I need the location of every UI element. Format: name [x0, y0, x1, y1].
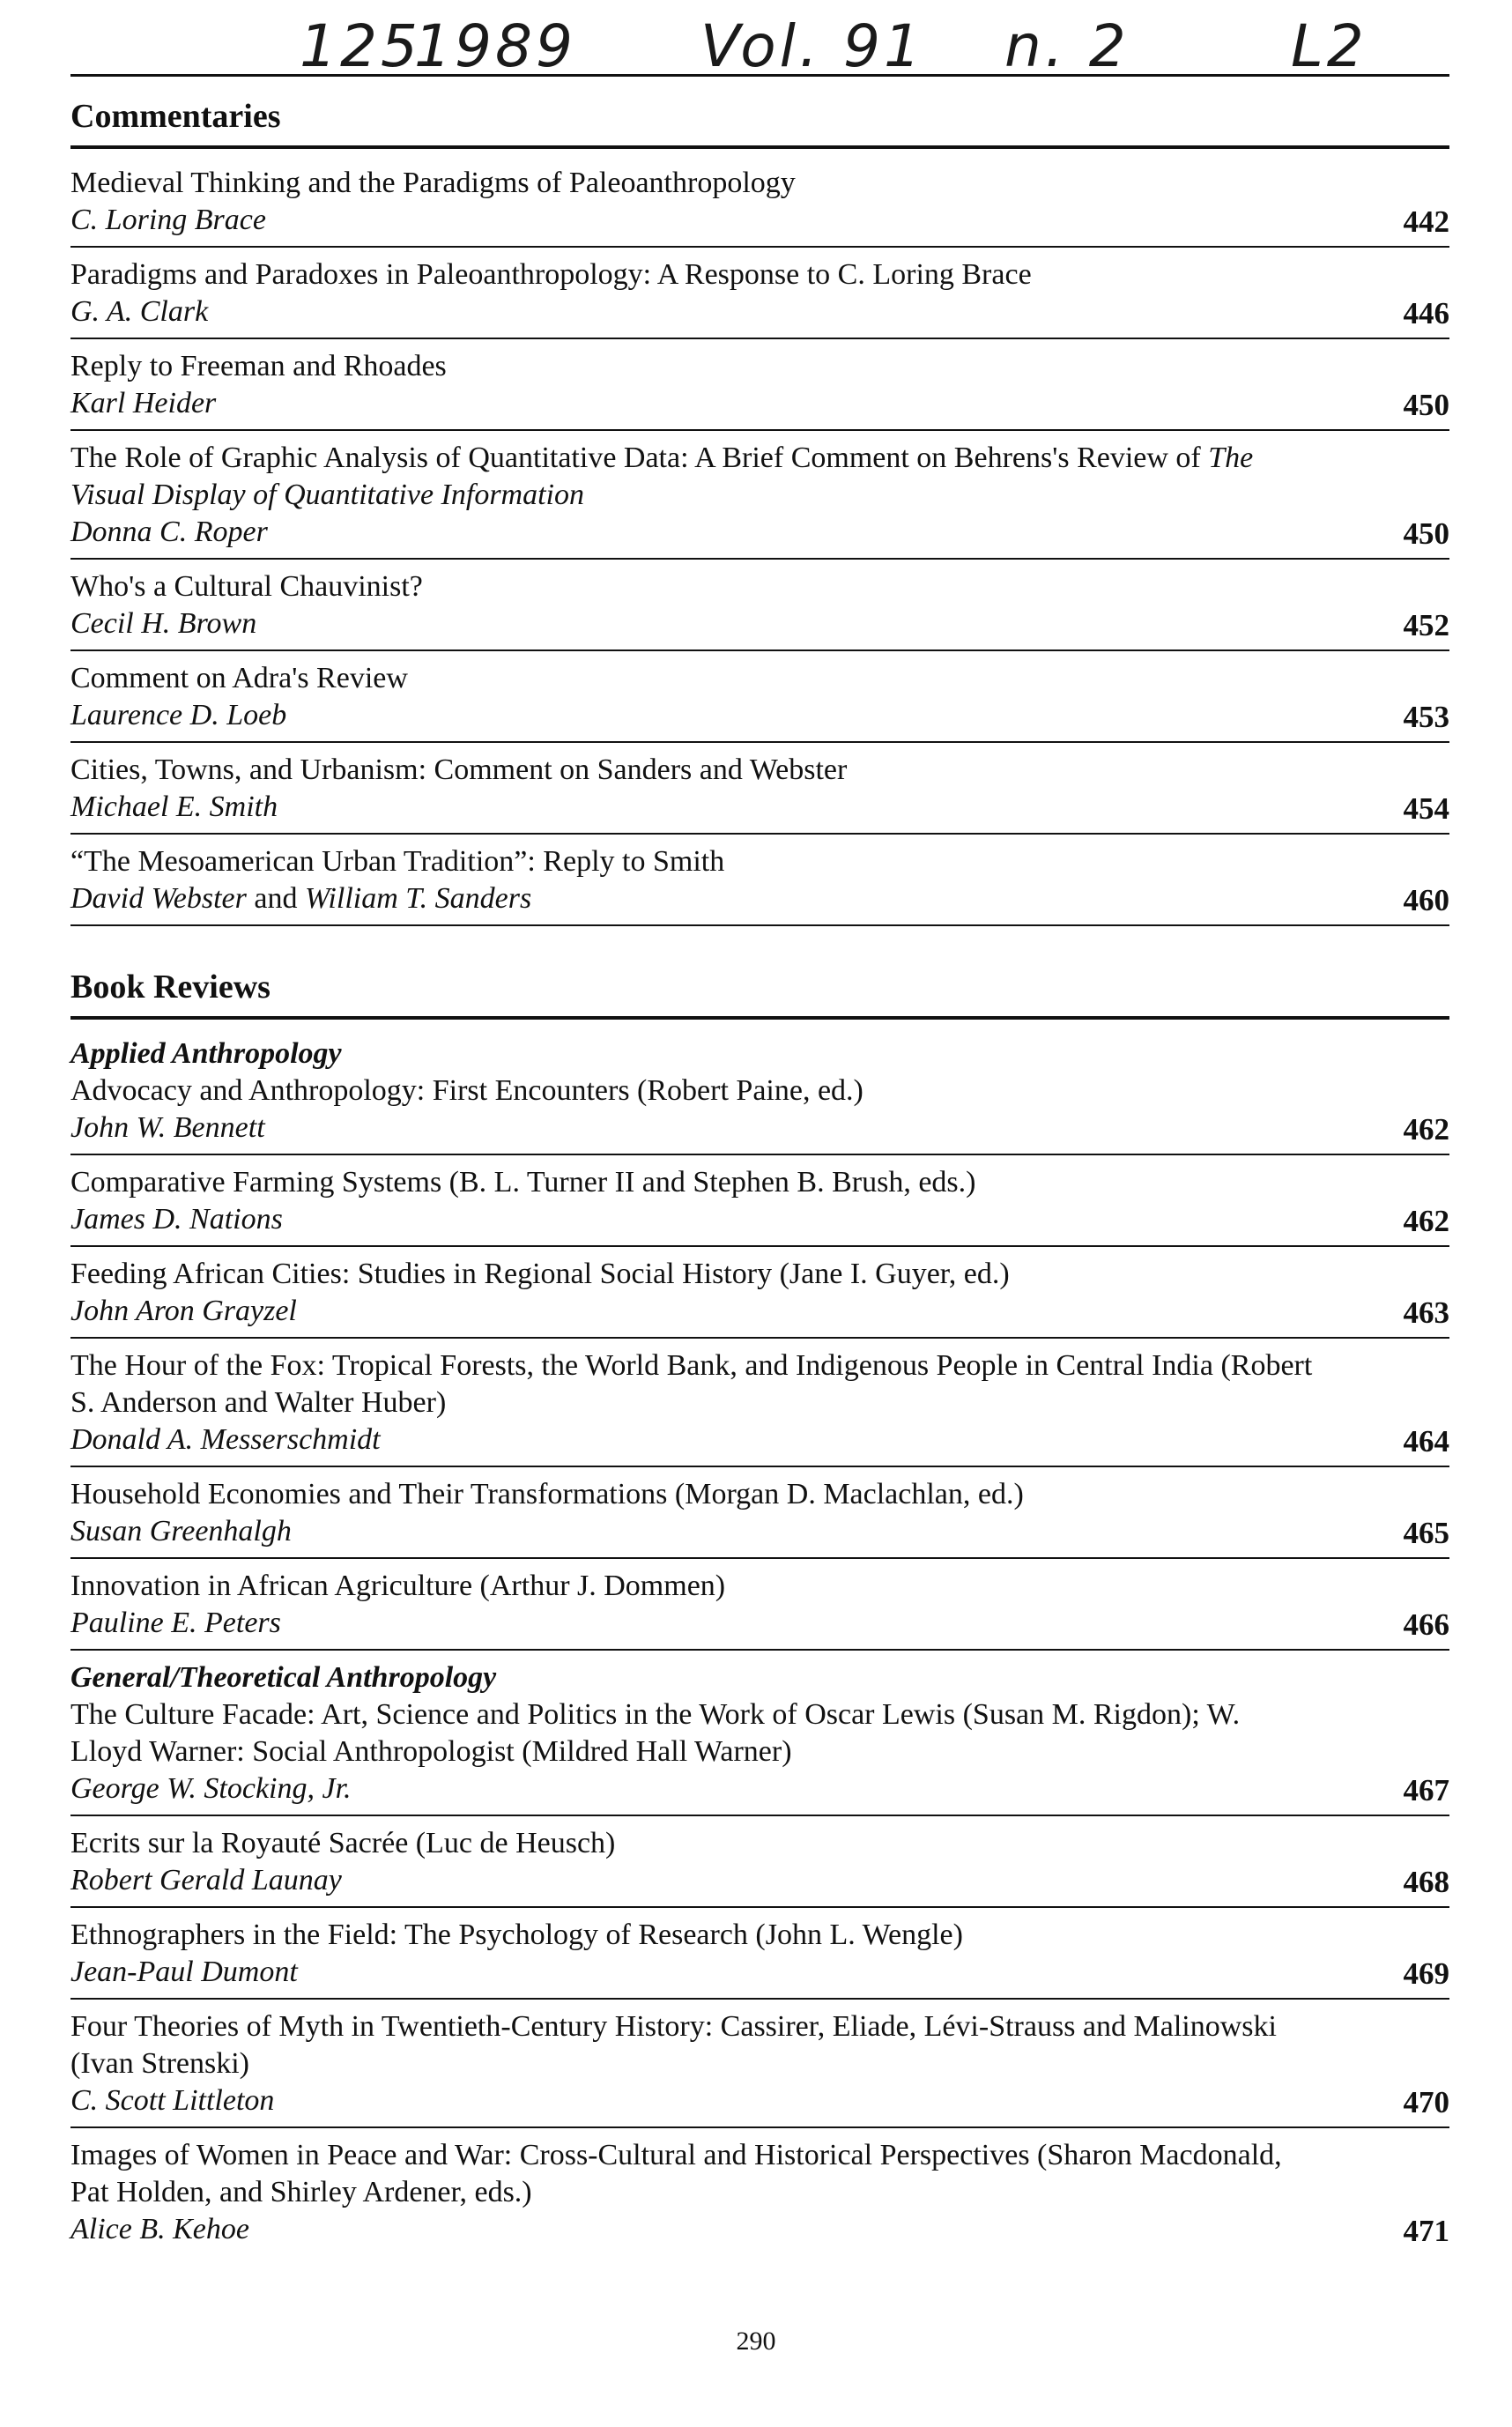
- section-title-commentaries: Commentaries: [70, 98, 281, 135]
- toc-entry: [70, 2000, 1449, 2128]
- entry-title: Reply to Freeman and Rhoades: [70, 350, 447, 382]
- entry-author: Pauline E. Peters: [70, 1607, 281, 1639]
- entry-author-a: David Webster: [70, 882, 247, 915]
- entry-title: Four Theories of Myth in Twentieth-Century History: Cassirer, Eliade, Lévi-Strauss and Malinowski (Ivan Strenski): [70, 2010, 1277, 2080]
- entry-subhead: Applied Anthropology: [70, 1037, 342, 1070]
- toc-entry: [70, 431, 1449, 560]
- toc-entry: [70, 145, 1449, 248]
- entry-title: Comment on Adra's Review: [70, 662, 408, 694]
- entry-title: Household Economies and Their Transformations (Morgan D. Maclachlan, ed.): [70, 1478, 1024, 1510]
- toc-entry: [70, 1339, 1449, 1467]
- entry-author: Alice B. Kehoe: [70, 2213, 249, 2245]
- entry-subhead: General/Theoretical Anthropology: [70, 1661, 497, 1694]
- section-title-book-reviews: Book Reviews: [70, 969, 271, 1006]
- toc-entry: [70, 651, 1449, 743]
- entry-title: Medieval Thinking and the Paradigms of Paleoanthropology: [70, 167, 796, 199]
- entry-author: C. Scott Littleton: [70, 2084, 275, 2117]
- toc-entry: [70, 339, 1449, 431]
- entry-author: Donna C. Roper: [70, 516, 268, 548]
- entry-author: John Aron Grayzel: [70, 1295, 297, 1327]
- toc-entry: [70, 560, 1449, 651]
- entry-author: Donald A. Messerschmidt: [70, 1423, 381, 1456]
- entry-title: Feeding African Cities: Studies in Regional Social History (Jane I. Guyer, ed.): [70, 1258, 1010, 1290]
- entry-page: 467: [1403, 1773, 1449, 1807]
- entry-author: James D. Nations: [70, 1203, 283, 1236]
- entry-title-italic: The Visual Display of Quantitative Information: [70, 442, 1254, 511]
- entry-author: Susan Greenhalgh: [70, 1515, 292, 1547]
- entry-title: Innovation in African Agriculture (Arthur J. Dommen): [70, 1570, 726, 1602]
- entry-author: George W. Stocking, Jr.: [70, 1772, 352, 1805]
- entry-page: 469: [1403, 1956, 1449, 1991]
- toc-entry: [70, 1155, 1449, 1247]
- entry-title: [70, 440, 1449, 514]
- entry-author: C. Loring Brace: [70, 204, 266, 236]
- toc-entry: [70, 1559, 1449, 1651]
- entry-title: Who's a Cultural Chauvinist?: [70, 570, 423, 603]
- entry-page: 460: [1403, 883, 1449, 917]
- toc-entry: [70, 835, 1449, 926]
- toc-entry: [70, 743, 1449, 835]
- entry-author: Cecil H. Brown: [70, 607, 257, 640]
- entry-title: The Hour of the Fox: Tropical Forests, the World Bank, and Indigenous People in Central India (Robert S. Anderson and Walter Huber): [70, 1349, 1313, 1419]
- toc-entry: [70, 2128, 1449, 2255]
- entry-page: 462: [1403, 1204, 1449, 1238]
- entry-author-join: and: [246, 882, 305, 915]
- entry-title: Comparative Farming Systems (B. L. Turner II and Stephen B. Brush, eds.): [70, 1166, 976, 1199]
- entry-title-prefix: The Role of Graphic Analysis of Quantitative Data: A Brief Comment on Behrens's Review of: [70, 442, 1209, 474]
- entry-page: 450: [1403, 516, 1449, 551]
- entry-author: Jean-Paul Dumont: [70, 1956, 298, 1988]
- entry-title: Paradigms and Paradoxes in Paleoanthropology: A Response to C. Loring Brace: [70, 258, 1032, 291]
- entry-page: 471: [1403, 2214, 1449, 2248]
- entry-author-b: William T. Sanders: [304, 882, 532, 915]
- entry-title: The Culture Facade: Art, Science and Politics in the Work of Oscar Lewis (Susan M. Rigdon); W. Lloyd Warner: Social Anthropologist (Mildred Hall Warner): [70, 1698, 1241, 1768]
- entry-title: Advocacy and Anthropology: First Encounters (Robert Paine, ed.): [70, 1074, 863, 1107]
- entry-page: 450: [1403, 388, 1449, 422]
- toc-entry: [70, 1651, 1449, 1816]
- entry-page: 463: [1403, 1295, 1449, 1330]
- table-of-contents: [70, 74, 1449, 2255]
- entry-page: 466: [1403, 1607, 1449, 1642]
- handwritten-part: n. 2: [1004, 12, 1130, 80]
- entry-page: 454: [1403, 791, 1449, 826]
- handwritten-part: 1989: [414, 12, 576, 80]
- entry-author: [70, 880, 1449, 917]
- entry-title: Ecrits sur la Royauté Sacrée (Luc de Heusch): [70, 1827, 616, 1859]
- entry-page: 465: [1403, 1516, 1449, 1550]
- toc-entry: [70, 1247, 1449, 1339]
- page-number: 290: [736, 2327, 776, 2356]
- entry-author: John W. Bennett: [70, 1111, 265, 1144]
- handwritten-part: 125: [300, 12, 421, 80]
- entry-title: Cities, Towns, and Urbanism: Comment on Sanders and Webster: [70, 753, 848, 786]
- handwritten-part: Vol. 91: [700, 12, 924, 80]
- entry-page: 442: [1403, 204, 1449, 239]
- entry-page: 446: [1403, 296, 1449, 330]
- entry-author: Robert Gerald Launay: [70, 1864, 342, 1896]
- entry-author: Laurence D. Loeb: [70, 699, 287, 731]
- toc-entry: [70, 1016, 1449, 1155]
- entry-title: Images of Women in Peace and War: Cross-Cultural and Historical Perspectives (Sharon Macdonald, Pat Holden, and Shirley Ardener, eds.): [70, 2139, 1282, 2208]
- toc-entry: [70, 248, 1449, 339]
- entry-page: 470: [1403, 2085, 1449, 2119]
- entry-author: Michael E. Smith: [70, 790, 278, 823]
- entry-author: G. A. Clark: [70, 295, 209, 328]
- toc-entry: [70, 1908, 1449, 2000]
- handwritten-part: L2: [1291, 12, 1367, 80]
- entry-title: “The Mesoamerican Urban Tradition”: Reply to Smith: [70, 845, 725, 878]
- toc-entry: [70, 1467, 1449, 1559]
- entry-page: 464: [1403, 1424, 1449, 1458]
- entry-page: 468: [1403, 1865, 1449, 1899]
- toc-entry: [70, 1816, 1449, 1908]
- entry-page: 462: [1403, 1112, 1449, 1147]
- entry-page: 452: [1403, 608, 1449, 642]
- entry-page: 453: [1403, 700, 1449, 734]
- entry-author: Karl Heider: [70, 387, 217, 419]
- entry-title: Ethnographers in the Field: The Psychology of Research (John L. Wengle): [70, 1919, 963, 1951]
